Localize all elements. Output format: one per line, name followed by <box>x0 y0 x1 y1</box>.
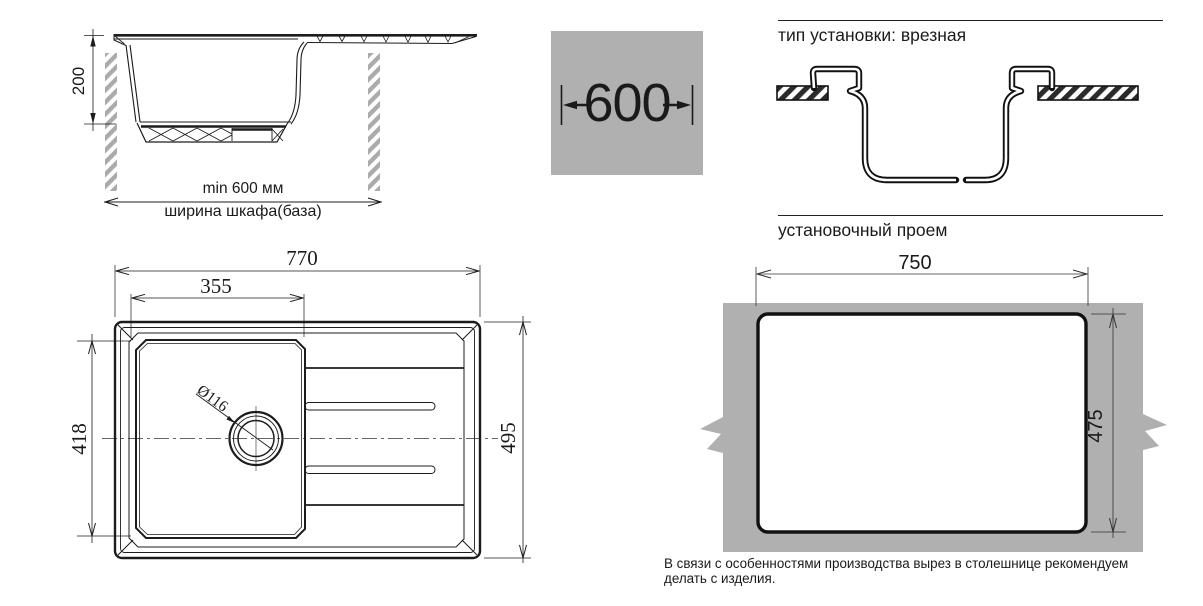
cutout-title: установочный проем <box>778 220 948 240</box>
countertop-left-hatch <box>777 86 828 100</box>
top-view-bowl-height-dim: 418 <box>67 423 91 455</box>
cabinet-wall-right-hatch <box>368 53 380 191</box>
cutout-title-rule <box>778 215 1163 216</box>
production-note: В связи с особенностями производства вырез в столешнице рекомендуем делать с изделия. <box>664 556 1129 586</box>
cutout-width-dim: 750 <box>898 252 932 274</box>
cabinet-width-badge <box>551 31 703 175</box>
top-view-overall-width-dim: 770 <box>286 246 318 270</box>
mounting-section-drawing <box>770 58 1170 206</box>
sink-top-view-drawing <box>60 248 545 600</box>
cabinet-min-width-dim: min 600 мм <box>202 180 284 197</box>
top-view-bowl-width-dim: 355 <box>200 274 232 298</box>
cabinet-depth-dim: 200 <box>69 66 88 96</box>
drain-diameter-dim: Ø116 <box>193 381 231 416</box>
cutout-opening <box>758 314 1086 532</box>
width-badge-value: 600 <box>583 73 671 133</box>
mounting-title-rule <box>778 20 1163 21</box>
cutout-drawing <box>660 250 1203 580</box>
cabinet-wall-left-hatch <box>105 53 117 191</box>
mounting-title: тип установки: врезная <box>778 25 967 45</box>
cabinet-width-caption: ширина шкафа(база) <box>164 203 322 220</box>
cutout-height-dim: 475 <box>1085 409 1107 443</box>
top-view-overall-height-dim: 495 <box>496 422 520 454</box>
